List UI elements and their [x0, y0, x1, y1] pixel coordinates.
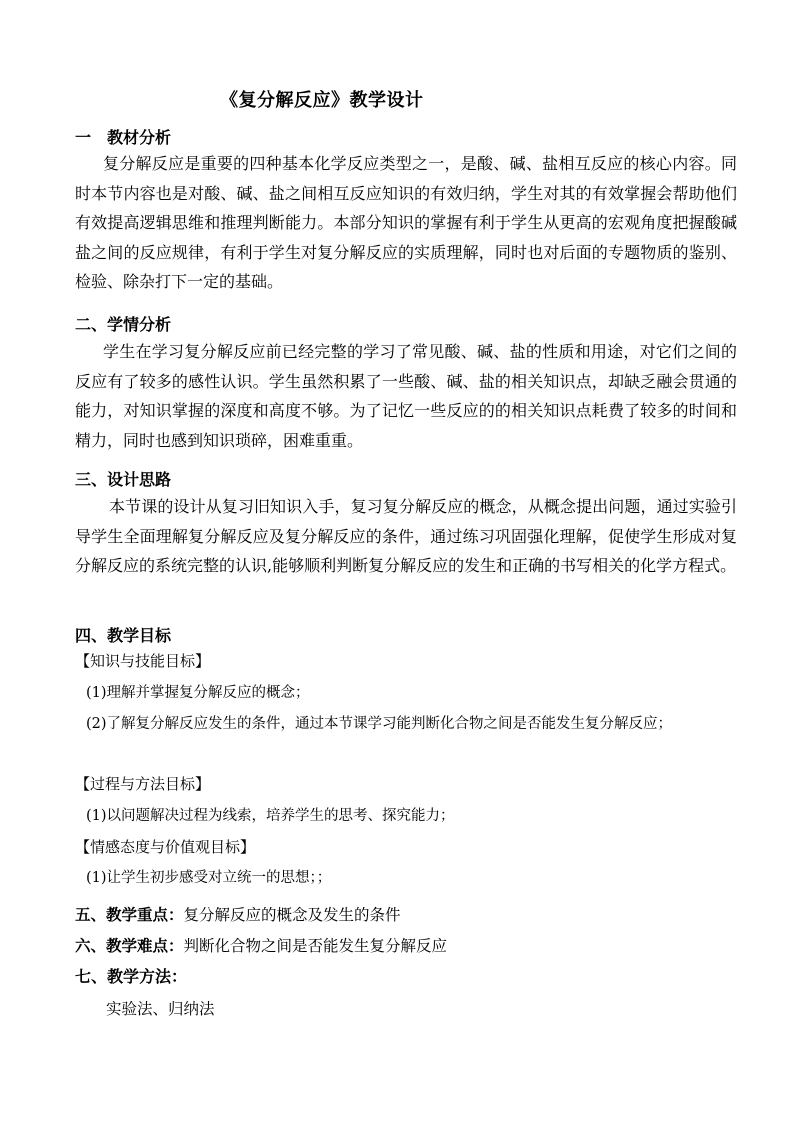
goal-item: (2)了解复分解反应发生的条件，通过本节课学习能判断化合物之间是否能发生复分解反应；: [86, 716, 673, 732]
goal-item: (1)以问题解决过程为线索，培养学生的思考、探究能力；: [86, 808, 455, 824]
teaching-key-point: [75, 903, 401, 925]
goal-label-knowledge-skills: 【知识与技能目标】: [75, 652, 211, 670]
section-heading-difficulty: 六、教学难点：: [75, 936, 184, 955]
section-text-key-point: 复分解反应的概念及发生的条件: [183, 906, 401, 924]
section-heading-textbook-analysis: 一 教材分析: [75, 128, 172, 147]
section-text-teaching-methods: 实验法、归纳法: [106, 1000, 215, 1018]
section-text-difficulty: 判断化合物之间是否能发生复分解反应: [183, 937, 448, 955]
goal-label-process-methods: 【过程与方法目标】: [75, 775, 211, 793]
section-heading-teaching-goals: 四、教学目标: [75, 626, 172, 645]
teaching-difficulty: [75, 934, 447, 956]
section-text-design-idea: 本节课的设计从复习旧知识入手，复习复分解反应的概念，从概念提出问题，通过实验引导学生全面理解复分解反应及复分解反应的条件，通过练习巩固强化理解，促使学生形成对复分解反应的系统完整的认识,能够顺利判断复分解反应的发生和正确的书写相关的化学方程式。: [75, 497, 737, 575]
document-title: 《复分解反应》教学设计: [220, 90, 424, 111]
goal-item: (1)让学生初步感受对立统一的思想；；: [86, 870, 332, 886]
section-heading-key-point: 五、教学重点：: [75, 905, 184, 924]
goal-label-emotion-values: 【情感态度与价值观目标】: [75, 838, 256, 856]
section-heading-teaching-methods: 七、教学方法：: [75, 967, 188, 986]
section-heading-student-analysis: 二、学情分析: [75, 315, 172, 334]
section-text-student-analysis: 学生在学习复分解反应前已经完整的学习了常见酸、碱、盐的性质和用途，对它们之间的反应有了较多的感性认识。学生虽然积累了一些酸、碱、盐的相关知识点，却缺乏融会贯通的能力，对知识掌握的深度和高度不够。为了记忆一些反应的的相关知识点耗费了较多的时间和精力，同时也感到知识琐碎，困难重重。: [75, 342, 737, 450]
section-heading-design-idea: 三、设计思路: [75, 470, 172, 489]
section-text-textbook-analysis: 复分解反应是重要的四种基本化学反应类型之一，是酸、碱、盐相互反应的核心内容。同时本节内容也是对酸、碱、盐之间相互反应知识的有效归纳，学生对其的有效掌握会帮助他们有效提高逻辑思维和推理判断能力。本部分知识的掌握有利于学生从更高的宏观角度把握酸碱盐之间的反应规律，有利于学生对复分解反应的实质理解，同时也对后面的专题物质的鉴别、检验、除杂打下一定的基础。: [75, 154, 737, 291]
goal-item: (1)理解并掌握复分解反应的概念；: [86, 685, 310, 701]
